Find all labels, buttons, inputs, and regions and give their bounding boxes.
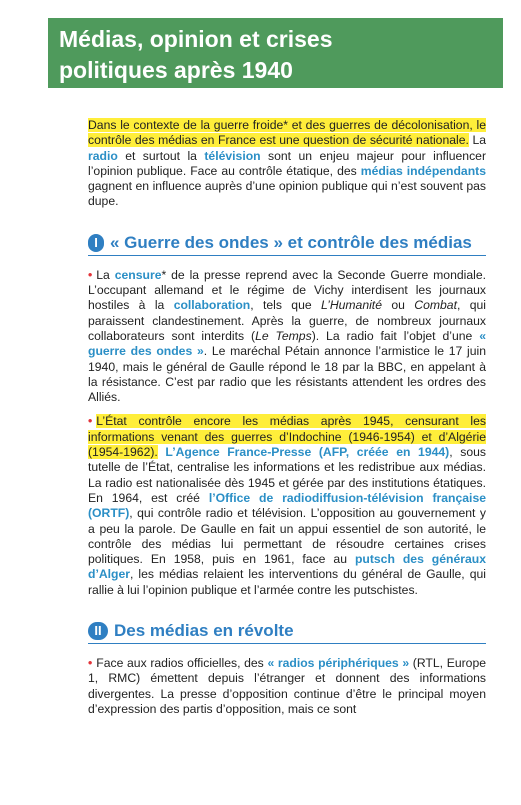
article-body — [88, 118, 486, 726]
section-2-title: Des médias en révolte — [114, 621, 294, 641]
text: . Le maréchal Pétain annonce l’armistice le 17 juin 1940, mais le général de Gaulle répond le 18 par la BBC, en appelant à la résistance. C’est par radio que les résistants attendent les ordres des Alliés. — [88, 344, 486, 405]
chapter-title-line-1: Médias, opinion et crises — [59, 26, 333, 52]
text: (RTL, Europe 1, RMC) émettent depuis l’étranger et donnent des informations divergentes. La presse d’opposition continue d’être le principal moyen d’expression des partis d’opposition, mais ce sont — [88, 656, 486, 716]
bullet-icon: • — [88, 267, 93, 282]
section-2-paragraph-1 — [88, 656, 486, 717]
keyword-afp: L’Agence France-Presse (AFP, créée en 1944) — [165, 445, 450, 460]
text: * de la presse reprend avec la Seconde Guerre mondiale. L’occupant allemand et le régime de Vichy interdisent les journaux hostiles à la — [88, 267, 486, 313]
title-le-temps: Le Temps — [255, 328, 312, 343]
keyword-collaboration: collaboration — [173, 298, 251, 313]
title-combat: Combat — [414, 298, 457, 313]
text: , qui contrôle radio et télévision. L’opposition au gouvernement y a peu la parole. De Gaulle en fait un appui essentiel de son autorité, le contrôle des médias lui permettant de résoudre certaines crises politiques. En 1958, puis en 1961, face au — [88, 506, 486, 567]
chapter-title-line-2: politiques après 1940 — [59, 57, 293, 83]
section-1-title: « Guerre des ondes » et contrôle des médias — [110, 232, 472, 252]
text: , les médias relaient les interventions du général de Gaulle, qui rallie à lui l’opinion publique et l’armée contre les putschistes. — [88, 567, 486, 597]
text: , qui paraissent clandestinement. Après la guerre, de nombreux journaux collaborateurs sont interdits ( — [88, 298, 486, 343]
keyword-ortf: l’Office de radiodiffusion-télévision française (ORTF) — [88, 490, 486, 521]
text: ou — [381, 298, 415, 313]
chapter-title-band — [48, 18, 503, 88]
text: La — [96, 267, 115, 282]
text: La — [468, 133, 486, 148]
bullet-icon: • — [88, 414, 93, 429]
text: gagnent en influence auprès d’une opinion publique qui n’est souvent pas dupe. — [88, 179, 486, 209]
keyword-guerre-des-ondes: « guerre des ondes » — [88, 328, 486, 359]
section-1-paragraph-1 — [88, 268, 486, 406]
text: sont un enjeu majeur pour influencer l’opinion publique. Face au contrôle étatique, des — [88, 148, 486, 178]
section-1-heading — [88, 233, 486, 256]
title-lhumanite: L’Humanité — [321, 298, 382, 313]
intro-highlight: Dans le contexte de la guerre froide* et des guerres de décolonisation, le contrôle des médias en France est une question de sécurité nationale. — [88, 118, 486, 148]
bullet-icon: • — [88, 656, 93, 671]
keyword-radios-peripheriques: « radios périphériques » — [267, 656, 410, 671]
section-1-number: I — [88, 234, 104, 252]
text: , sous tutelle de l’État, centralise les informations et les redistribue aux médias. La radio est nationalisée dès 1945 et gérée par des institutions étatiques. En 1964, est créé — [88, 445, 486, 505]
keyword-television: télévision — [204, 148, 261, 163]
text: et surtout la — [117, 148, 205, 163]
section-1-paragraph-2 — [88, 414, 486, 598]
keyword-putsch: putsch des généraux d’Alger — [88, 552, 486, 582]
section-2-number: II — [88, 622, 108, 640]
text: ). La radio fait l’objet d’une — [311, 328, 480, 343]
keyword-censure: censure — [114, 267, 162, 282]
keyword-radio: radio — [88, 148, 118, 163]
section-2-heading — [88, 621, 486, 644]
text: , tels que — [250, 298, 321, 313]
intro-paragraph — [88, 118, 486, 210]
state-control-highlight: L’État contrôle encore les médias après 1945, censurant les informations venant des guerres d’Indochine (1946-1954) et d’Algérie (1954-1962). — [88, 414, 486, 460]
text: Face aux radios officielles, des — [96, 656, 268, 671]
keyword-independent-media: médias indépendants — [360, 163, 486, 178]
